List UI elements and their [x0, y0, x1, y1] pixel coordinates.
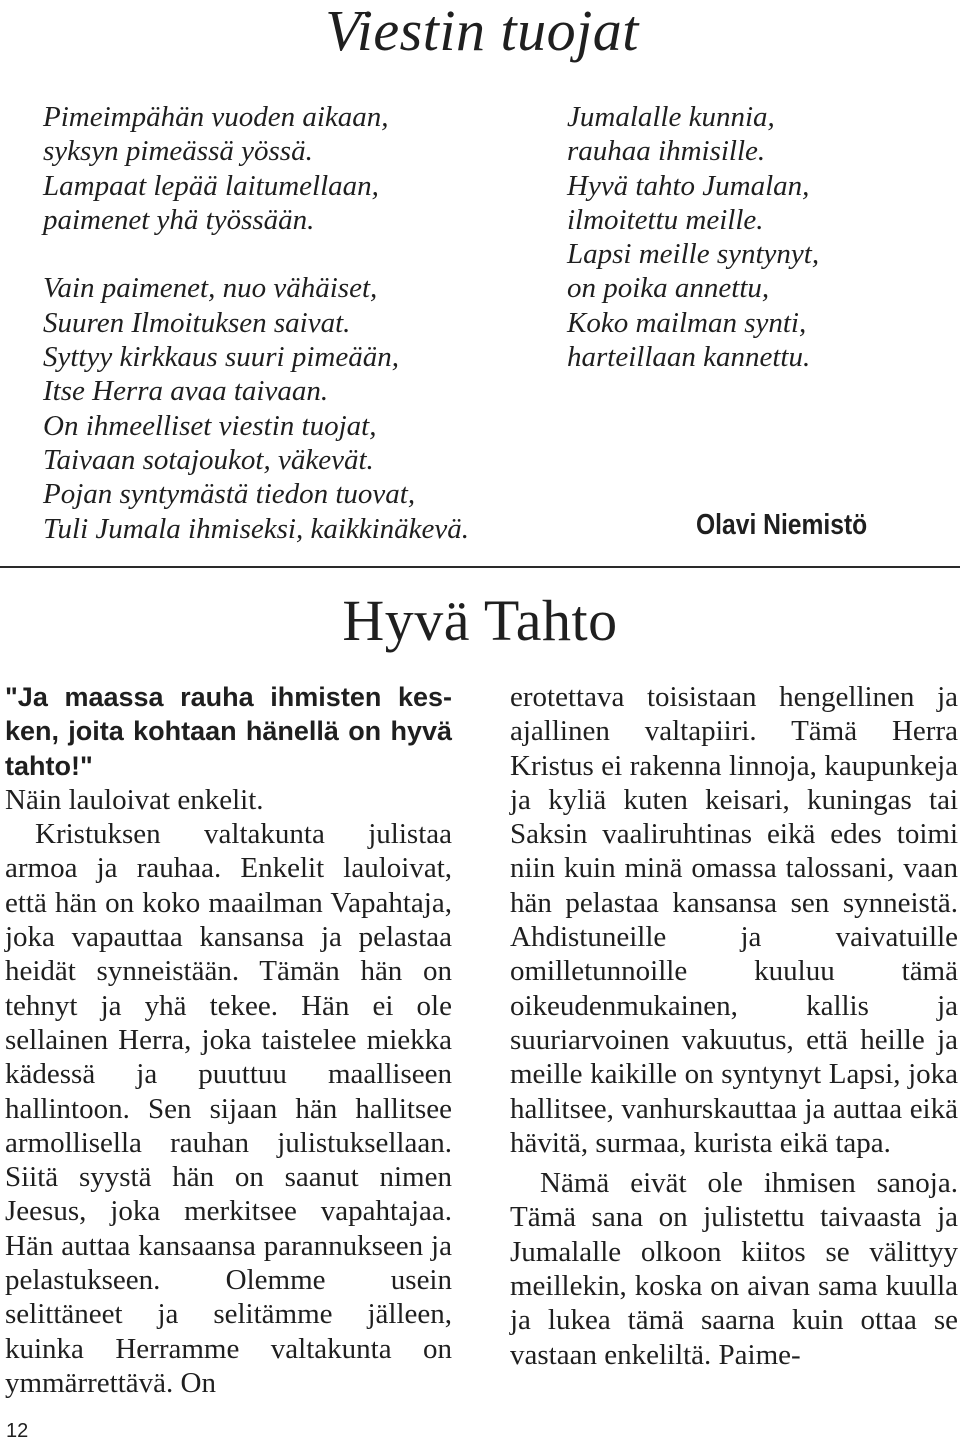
- poem-left-column: [43, 100, 469, 546]
- poem-line: rauhaa ihmisille.: [567, 135, 766, 168]
- poem-line: Pimeimpähän vuoden aikaan,: [43, 101, 389, 133]
- poem-line: Vain paimenet, nuo vähäiset,: [43, 272, 378, 305]
- poem-line: syksyn pimeässä yössä.: [43, 135, 313, 168]
- article-paragraph: Näin lauloivat enkelit.: [5, 783, 264, 816]
- poem-line: Lapsi meille syntynyt,: [567, 238, 820, 271]
- poem-line: on poika annettu,: [567, 272, 770, 305]
- poem-line: Lampaat lepää laitumellaan,: [43, 169, 379, 202]
- article-right-column: [510, 680, 958, 1372]
- article-paragraph: Nämä eivät ole ihmisen sanoja. Tämä sana on julistettu taivaasta ja Jumalalle olkoon kiitos se välittyy meillekin, koska on aivan sama kuulla ja lukea tämä saarna kuin ottaa se vastaan enkeliltä. Paime-: [510, 1167, 958, 1371]
- poem-line: Taivaan sotajoukot, väkevät.: [43, 443, 374, 476]
- article-paragraph: erotettava toisistaan hengellinen ja ajallinen valtapiiri. Tämä Herra Kristus ei rakenna linnoja, kaupunkeja ja kyliä kuten keisari, kuningas tai Saksin vaaliruhtinas eikä edes toimi niin kuin minä omassa talossani, vaan hän pelastaa kansansa sen synneistä. Ahdistuneille ja vaivatuille omilletunnoille kuuluu tämä oikeudenmukainen, kallis ja suuriarvoinen vakuutus, että heille ja meille kaikille on syntynyt Lapsi, joka hallitsee, vanhurskauttaa ja auttaa eikä hävitä, surmaa, kurista eikä tapa.: [510, 681, 958, 1159]
- poem-line: Itse Herra avaa taivaan.: [43, 375, 329, 408]
- stanza-break: [43, 237, 469, 271]
- article-paragraph: Kristuksen valtakunta julistaa armoa ja rauhaa. Enkelit lauloivat, että hän on koko maailman Vapahtaja, joka vapauttaa kansansa ja pelastaa heidät synneistään. Tämän hän on tehnyt ja yhä tekee. Hän ei ole sellainen Herra, joka taistelee miekka kädessä ja puuttuu maalliseen hallintoon. Sen sijaan hän hallitsee armollisella rauhan julistuksellaan. Siitä syystä hän on saanut nimen Jeesus, joka merkitsee vapahtajaa. Hän auttaa kansaansa parannukseen ja pelastukseen. Olemme usein selittäneet ja selitämme jälleen, kuinka Herramme valtakunta on ymmärrettävä. On: [5, 818, 452, 1399]
- article-left-column: [5, 680, 452, 1400]
- article-lead-quote: "Ja maassa rauha ihmisten kesken, joita kohtaan hänellä on hyvä tahto!": [5, 682, 452, 781]
- poem-author: Olavi Niemistö: [696, 509, 868, 541]
- poem-line: ilmoitettu meille.: [567, 203, 764, 236]
- page-number: 12: [6, 1420, 29, 1442]
- poem-line: Tuli Jumala ihmiseksi, kaikkinäkevä.: [43, 512, 470, 545]
- poem-right-column: [567, 100, 819, 374]
- poem-line: Jumalalle kunnia,: [567, 101, 775, 133]
- poem-line: paimenet yhä työssään.: [43, 203, 315, 236]
- poem-line: Syttyy kirkkaus suuri pimeään,: [43, 341, 399, 374]
- poem-line: Suuren Ilmoituksen saivat.: [43, 306, 351, 339]
- poem-line: Hyvä tahto Jumalan,: [567, 169, 810, 202]
- poem-line: Koko mailman synti,: [567, 306, 807, 339]
- article-title: Hyvä Tahto: [342, 588, 618, 653]
- poem-line: harteillaan kannettu.: [567, 341, 811, 374]
- section-divider: [0, 566, 960, 568]
- poem-line: On ihmeelliset viestin tuojat,: [43, 409, 377, 442]
- poem-line: Pojan syntymästä tiedon tuovat,: [43, 478, 416, 511]
- poem-title: Viestin tuojat: [325, 0, 639, 63]
